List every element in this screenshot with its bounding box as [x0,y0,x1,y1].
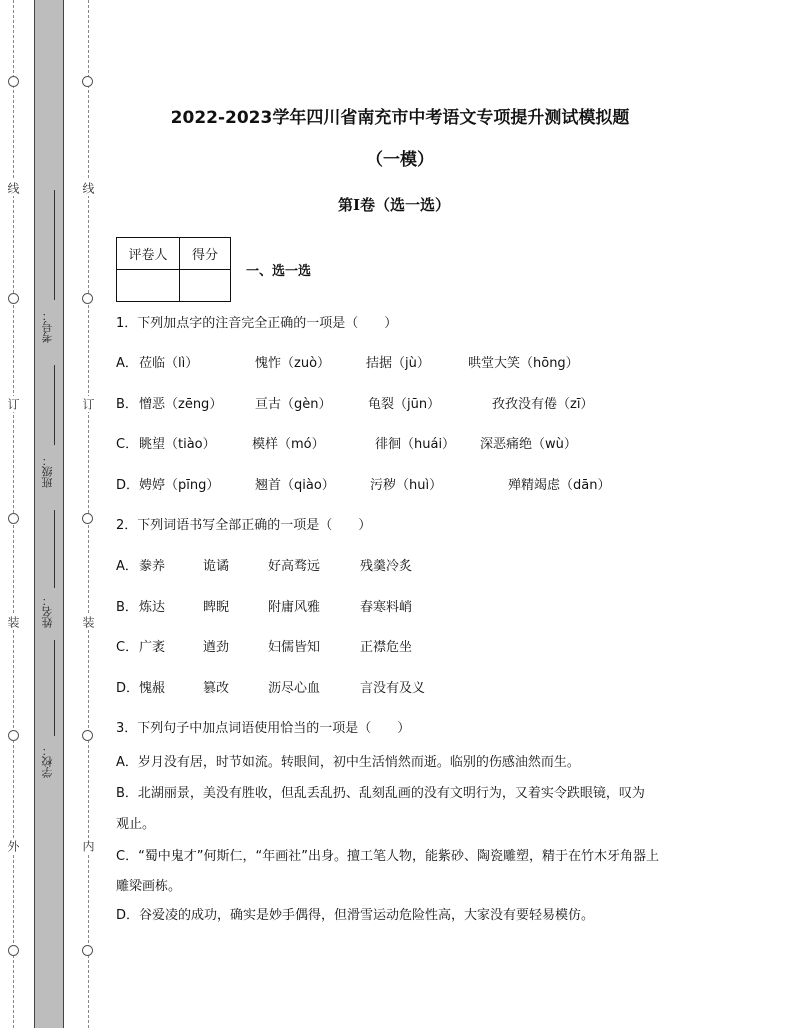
punch-hole-marker [8,76,19,87]
margin-char-bind: 订 [6,398,20,410]
school-label: 学校： [41,745,54,778]
q2-option-b-label: B． [116,600,138,615]
question-2-stem: 2．下列词语书写全部正确的一项是（ ） [116,518,372,533]
q3-option-a: A．岁月没有居，时节如流。转眼间，初中生活悄然而逝。临别的伤感油然而生。 [116,755,580,770]
name-label: 姓名： [41,595,54,628]
exam-subtitle: （一模） [366,150,434,170]
q2-option-b-item: 睥睨 [203,600,230,615]
q3-option-b-continued: 观止。 [116,817,156,832]
q1-option-d-item: 殚精竭虑（dān） [508,478,611,493]
exam-number-line [54,190,55,300]
margin-char-inner: 内 [81,840,95,852]
section-heading: 一、选一选 [246,264,312,279]
q1-option-a-item: 哄堂大笑（hōng） [468,356,579,371]
grader-header: 评卷人 [117,238,180,270]
q2-option-d-item: 篡改 [203,681,230,696]
q2-option-a-item: 残羹冷炙 [360,559,413,574]
q1-option-a-item: 拮据（jù） [366,356,430,371]
q2-option-d-item: 言没有及义 [360,681,426,696]
punch-hole-marker [82,513,93,524]
q2-option-a-item: 好高骛远 [268,559,321,574]
q1-option-b-item: 憎恶（zēng） [139,397,223,412]
q1-option-b-item: 亘古（gèn） [255,397,332,412]
binding-bar [34,0,64,1028]
margin-char-line: 线 [81,182,95,194]
q3-option-d: D．谷爱凌的成功，确实是妙手偶得，但滑雪运动危险性高，大家没有要轻易模仿。 [116,908,595,923]
q1-option-c-item: 徘徊（huái） [375,437,456,452]
punch-hole-marker [8,945,19,956]
q1-option-b-item: 龟裂（jūn） [368,397,441,412]
q1-option-d-item: 污秽（huì） [370,478,443,493]
q1-option-a-label: A． [116,356,138,371]
class-label: 班级： [41,455,54,488]
q1-option-d-label: D． [116,478,140,493]
score-cell [180,270,231,302]
punch-hole-marker [8,293,19,304]
q2-option-a-item: 诡谲 [203,559,230,574]
grader-cell [117,270,180,302]
q2-option-c-item: 广袤 [139,640,166,655]
score-header: 得分 [180,238,231,270]
margin-char-binding: 装 [6,616,20,628]
margin-char-outer: 外 [6,840,20,852]
q2-option-b-item: 春寒料峭 [360,600,413,615]
exam-number-label: 考号： [41,310,54,343]
q2-option-c-item: 正襟危坐 [360,640,413,655]
q2-option-c-label: C． [116,640,139,655]
q3-option-c-continued: 雕梁画栋。 [116,879,182,894]
q3-option-c: C．“蜀中鬼才”何斯仁，“年画社”出身。擅工笔人物，能紫砂、陶瓷雕塑，精于在竹木牙角器上 [116,849,660,864]
q2-option-b-item: 炼达 [139,600,166,615]
name-line [54,510,55,588]
punch-hole-marker [8,513,19,524]
q1-option-d-item: 娉婷（pīng） [139,478,220,493]
q1-option-c-label: C． [116,437,139,452]
q2-option-c-item: 妇儒皆知 [268,640,321,655]
school-line [54,640,55,736]
margin-char-binding: 装 [81,616,95,628]
score-table [116,237,231,302]
q1-option-c-item: 眺望（tiào） [139,437,216,452]
punch-hole-marker [82,76,93,87]
q2-option-d-item: 愧赧 [139,681,166,696]
q1-option-b-item: 孜孜没有倦（zī） [492,397,594,412]
q1-option-d-item: 翘首（qiào） [255,478,335,493]
q2-option-d-item: 沥尽心血 [268,681,321,696]
punch-hole-marker [82,293,93,304]
q2-option-b-item: 附庸风雅 [268,600,321,615]
margin-char-line: 线 [6,182,20,194]
q3-option-b: B．北湖丽景，美没有胜收，但乱丢乱扔、乱刻乱画的没有文明行为，又着实令跌眼镜，叹为 [116,786,645,801]
punch-hole-marker [82,945,93,956]
margin-char-bind: 订 [81,398,95,410]
exam-title: 2022-2023学年四川省南充市中考语文专项提升测试模拟题 [170,108,630,128]
question-1-stem: 1．下列加点字的注音完全正确的一项是（ ） [116,316,398,331]
punch-hole-marker [8,730,19,741]
q2-option-d-label: D． [116,681,140,696]
question-3-stem: 3．下列句子中加点词语使用恰当的一项是（ ） [116,721,411,736]
q2-option-a-item: 豢养 [139,559,166,574]
q1-option-a-item: 愧怍（zuò） [255,356,331,371]
class-line [54,365,55,445]
q1-option-c-item: 模样（mó） [252,437,325,452]
q1-option-a-item: 莅临（lì） [139,356,199,371]
q1-option-c-item: 深恶痛绝（wù） [480,437,577,452]
q2-option-c-item: 遒劲 [203,640,230,655]
q1-option-b-label: B． [116,397,138,412]
volume-title: 第I卷（选一选） [337,196,451,214]
q2-option-a-label: A． [116,559,138,574]
punch-hole-marker [82,730,93,741]
